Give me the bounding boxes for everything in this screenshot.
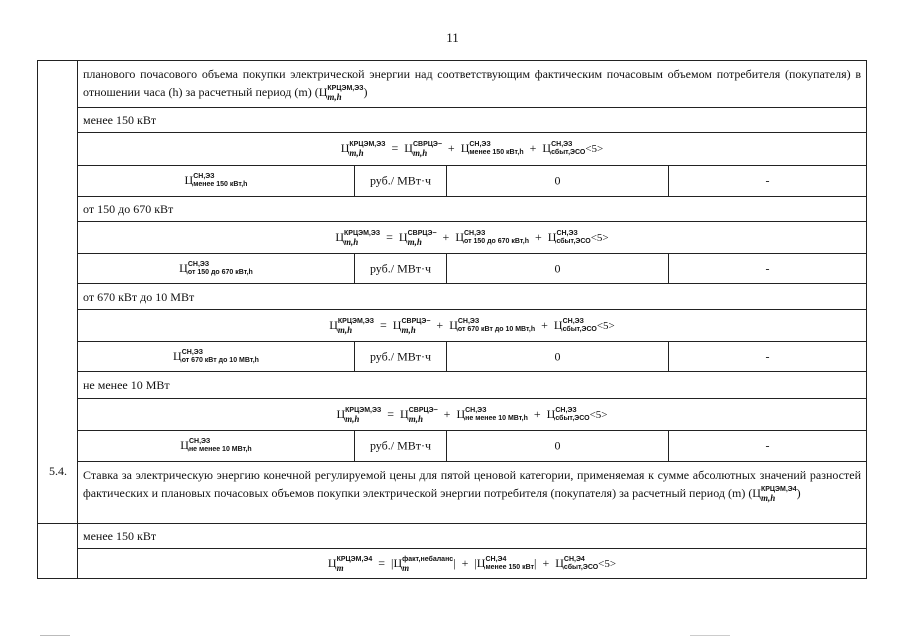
- group-label-row: [78, 524, 866, 549]
- param-row: [78, 342, 866, 372]
- formula: Ц КРЦЭМ,ЭЗ m,h = Ц СВРЦЭ− m,h + Ц СН,ЭЗ от 670 кВт до 10 МВт,h + Ц СН,ЭЗ сбыт,ЭСО <5>: [329, 317, 615, 335]
- group-label-row: [78, 197, 866, 222]
- param-name-cell: Ц СН,ЭЗ от 670 кВт до 10 МВт,h: [78, 342, 355, 371]
- unit-cell: руб./ МВт·ч: [355, 254, 447, 283]
- formula-row: [78, 310, 866, 342]
- formula-row: [78, 222, 866, 254]
- value-cell: 0: [447, 254, 669, 283]
- group-label: менее 150 кВт: [83, 529, 157, 543]
- formula: Ц КРЦЭМ,ЭЗ m,h = Ц СВРЦЭ− m,h + Ц СН,ЭЗ менее 150 кВт,h + Ц СН,ЭЗ сбыт,ЭСО <5>: [340, 140, 604, 159]
- value-cell: 0: [447, 166, 669, 196]
- section-54-text: Ставка за электрическую энергию конечной регулируемой цены для пятой ценовой категории, применяемая к сумме абсолютных значений разностей фактических и плановых почасовых объемов покупки электрической энергии потребителя (покупателя) за расчетный период (m) (Ц КРЦЭМ,Э4 m,h ): [83, 468, 861, 504]
- formula: Ц КРЦЭМ,ЭЗ m,h = Ц СВРЦЭ− m,h + Ц СН,ЭЗ от 150 до 670 кВт,h + Ц СН,ЭЗ сбыт,ЭСО <5>: [335, 229, 609, 247]
- param-name-cell: Ц СН,ЭЗ от 150 до 670 кВт,h: [78, 254, 355, 283]
- dash-cell: -: [765, 349, 770, 363]
- section-54-row: [38, 462, 866, 524]
- group-label: менее 150 кВт: [83, 113, 157, 127]
- intro-text: планового почасового объема покупки электрической энергии над соответствующим фактическим почасовым объемом потребителя (покупателя) в отношении часа (h) за расчетный период (m) (Ц КРЦЭМ,ЭЗ m,h ): [83, 67, 861, 103]
- formula-row: [78, 399, 866, 431]
- group-label: от 670 кВт до 10 МВт: [83, 289, 195, 304]
- value-cell: 0: [447, 342, 669, 371]
- unit-cell: руб./ МВт·ч: [355, 166, 447, 196]
- rate-table: [37, 60, 867, 579]
- page-edge-marks: [0, 635, 905, 637]
- dash-cell: -: [765, 261, 770, 275]
- formula-row: [78, 133, 866, 166]
- value-cell: 0: [447, 431, 669, 461]
- section-number: 5.4.: [49, 464, 67, 478]
- unit-cell: руб./ МВт·ч: [355, 342, 447, 371]
- group-label: от 150 до 670 кВт: [83, 202, 174, 216]
- param-row: [78, 431, 866, 462]
- param-row: [78, 166, 866, 197]
- param-name-cell: Ц СН,ЭЗ менее 150 кВт,h: [78, 166, 355, 196]
- group-label: не менее 10 МВт: [83, 378, 170, 392]
- param-name-cell: Ц СН,ЭЗ не менее 10 МВт,h: [78, 431, 355, 461]
- dash-cell: -: [765, 173, 770, 188]
- param-row: [78, 254, 866, 284]
- group-label-row: [78, 284, 866, 310]
- intro-row: [78, 61, 866, 108]
- group-label-row: [78, 372, 866, 399]
- formula: Ц КРЦЭМ,ЭЗ m,h = Ц СВРЦЭ− m,h + Ц СН,ЭЗ не менее 10 МВт,h + Ц СН,ЭЗ сбыт,ЭСО <5>: [336, 406, 608, 424]
- group-label-row: [78, 108, 866, 133]
- dash-cell: -: [765, 438, 770, 453]
- formula-row: [78, 549, 866, 579]
- page-number: 11: [446, 30, 459, 45]
- formula: Ц КРЦЭМ,Э4 m = |Ц факт,небаланс m | + |Ц СН,Э4 менее 150 кВт | + Ц СН,Э4 сбыт,ЭСО <5>: [327, 555, 617, 574]
- unit-cell: руб./ МВт·ч: [355, 431, 447, 461]
